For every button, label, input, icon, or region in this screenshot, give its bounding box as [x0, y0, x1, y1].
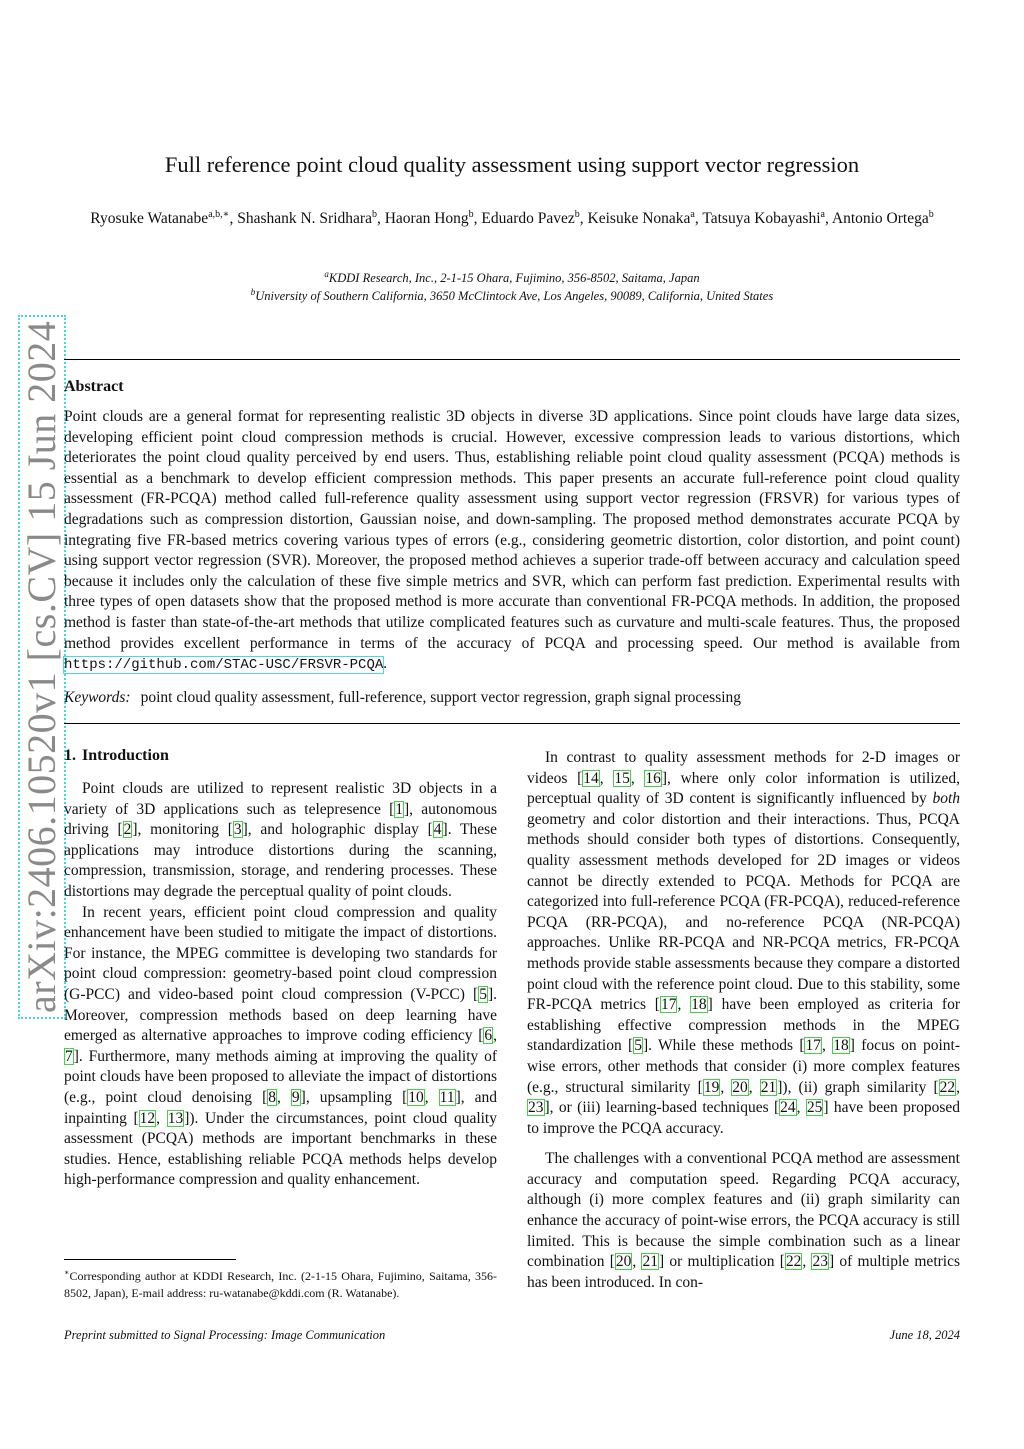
footer-date: June 18, 2024 — [889, 1328, 960, 1342]
author — [702, 210, 825, 227]
footnote-rule — [64, 1259, 236, 1260]
citation-link[interactable]: 18 — [833, 1037, 849, 1055]
mid-rule — [64, 723, 960, 724]
author-affiliation-mark: a,b,∗ — [208, 208, 230, 220]
citation-link[interactable]: 15 — [614, 769, 630, 787]
abstract-body — [64, 407, 960, 676]
keywords — [64, 687, 960, 709]
citation-link[interactable]: 20 — [615, 1253, 632, 1271]
author-name: Tatsuya Kobayashi — [702, 210, 821, 227]
citation-link[interactable]: 23 — [812, 1253, 828, 1271]
citation-link[interactable]: 5 — [479, 985, 487, 1003]
body-text: , — [956, 1078, 960, 1096]
affiliation-text: KDDI Research, Inc., 2-1-15 Ohara, Fujimino, 356-8502, Saitama, Japan — [328, 271, 700, 286]
body-text: , — [802, 1253, 812, 1271]
author — [90, 210, 229, 227]
citation-link[interactable]: 7 — [65, 1047, 73, 1065]
citation-link[interactable]: 22 — [785, 1253, 802, 1271]
citation-link[interactable]: 13 — [167, 1109, 184, 1127]
body-text: ], monitoring [ — [132, 821, 233, 839]
citation-link[interactable]: 5 — [634, 1037, 642, 1055]
right-paragraphs — [527, 748, 960, 1293]
citation-link[interactable]: 19 — [703, 1078, 720, 1096]
author-name: Keisuke Nonaka — [587, 210, 691, 227]
left-column — [64, 745, 497, 1191]
affiliation-mark: b — [250, 287, 256, 297]
body-text: ]. While these methods [ — [642, 1037, 805, 1055]
body-text: ], and holographic display [ — [242, 821, 433, 839]
left-paragraphs — [64, 779, 497, 1191]
citation-link[interactable]: 14 — [583, 769, 599, 787]
body-text: ] have been employed as criteria for establishing effective compression methods in the MPEG standardization [ — [527, 996, 961, 1055]
body-text: ], upsampling [ — [300, 1088, 408, 1106]
citation-link[interactable]: 6 — [484, 1027, 493, 1045]
body-text: , — [720, 1078, 732, 1096]
body-text: , — [796, 1099, 806, 1117]
section-heading — [64, 745, 497, 767]
body-text: ], where only color information is utilized, perceptual quality of 3D content is significantly influenced by — [527, 769, 961, 808]
abstract-text: Point clouds are a general format for representing realistic 3D objects in diverse 3D applications. Since point clouds have large data sizes, developing efficient point cloud compression methods is crucial. However, excessive compression leads to various distortions, which deteriorates the point cloud quality perceived by end users. Thus, establishing reliable point cloud quality assessment (PCQA) methods is essential as a benchmark to develop efficient compression methods. This paper presents an accurate full-reference point cloud quality assessment (FR-PCQA) method called full-reference quality assessment using support vector regression (FRSVR) for various types of degradations such as compression distortion, Gaussian noise, and down-sampling. The proposed method demonstrates accurate PCQA by integrating five FR-based metrics covering various types of errors (e.g., considering geometric distortion, color distortion, and point count) using support vector regression (SVR). Moreover, the proposed method achieves a superior trade-off between accuracy and calculation speed because it includes only the calculation of these five simple metrics and SVR, which can perform fast prediction. Experimental results with three types of open datasets show that the proposed method is more accurate than conventional FR-PCQA methods. In addition, the proposed method is faster than state-of-the-art methods that utilize complicated features such as curvature and multi-scale features. Thus, the proposed method provides excellent performance in terms of the accuracy of PCQA and processing speed. Our method is available from — [64, 408, 960, 652]
body-text: ]. Moreover, compression methods based on deep learning have emerged as alternative approaches to improve coding efficiency [ — [64, 985, 497, 1045]
author-affiliation-mark: b — [574, 208, 580, 220]
body-text: ]. These applications may introduce distortions during the scanning, compression, transmission, storage, and rendering processes. These distortions may degrade the perceptual quality of point clouds. — [64, 821, 498, 900]
citation-link[interactable]: 17 — [805, 1037, 821, 1055]
paper-title: Full reference point cloud quality assessment using support vector regression — [164, 152, 860, 177]
citation-link[interactable]: 3 — [233, 821, 242, 839]
section-number: 1. — [64, 747, 76, 764]
body-text: , — [424, 1088, 439, 1106]
citation-link[interactable]: 11 — [439, 1088, 455, 1106]
paragraph — [527, 748, 960, 1139]
author — [588, 210, 695, 227]
citation-link[interactable]: 18 — [691, 996, 707, 1014]
body-text: , — [277, 1088, 291, 1106]
body-text: , — [632, 1253, 642, 1271]
keywords-label: Keywords: — [64, 689, 131, 706]
citation-link[interactable]: 21 — [760, 1078, 777, 1096]
body-text: , — [748, 1078, 760, 1096]
author-name: Eduardo Pavez — [481, 210, 575, 227]
author-affiliation-mark: a — [690, 208, 695, 220]
author-affiliation-mark: b — [928, 208, 934, 220]
citation-link[interactable]: 2 — [123, 821, 132, 839]
body-text: , — [156, 1109, 167, 1127]
author — [481, 210, 579, 227]
keywords-text: point cloud quality assessment, full-reference, support vector regression, graph signal processing — [140, 689, 742, 706]
affiliation-b — [64, 284, 960, 304]
citation-link[interactable]: 22 — [939, 1078, 956, 1096]
abstract-heading: Abstract — [64, 378, 124, 395]
footer-journal: Preprint submitted to Signal Processing: Image Communication — [64, 1328, 386, 1342]
footnote-text: Corresponding author at KDDI Research, Inc. (2-1-15 Ohara, Fujimino, Saitama, 356-8502, Japan), E-mail address: ru-watanabe@kddi.com (R. Watanabe). — [64, 1269, 497, 1300]
body-text: ]), (ii) graph similarity [ — [777, 1078, 939, 1096]
github-link[interactable]: https://github.com/STAC-USC/FRSVR-PCQA — [64, 657, 384, 674]
citation-link[interactable]: 24 — [780, 1099, 796, 1117]
citation-link[interactable]: 12 — [139, 1109, 156, 1127]
citation-link[interactable]: 16 — [645, 769, 661, 787]
arxiv-identifier-stamp[interactable]: arXiv:2406.10520v1 [cs.CV] 15 Jun 2024 — [18, 315, 66, 1019]
author-affiliation-mark: b — [468, 208, 474, 220]
citation-link[interactable]: 1 — [395, 800, 403, 818]
body-text: , — [630, 769, 645, 787]
affiliation-mark: a — [324, 269, 329, 279]
body-text: ] or multiplication [ — [658, 1253, 785, 1271]
body-text: The challenges with a conventional PCQA method are assessment accuracy and computation speed. Regarding PCQA accuracy, although (i) more complex features and (ii) graph similarity can enhance the accuracy of point-wise errors, the PCQA accuracy is still limited. This is because the simple combination such as a linear combination [ — [527, 1150, 960, 1271]
right-column — [527, 748, 960, 1293]
author-name: Haoran Hong — [384, 210, 469, 227]
citation-link[interactable]: 23 — [528, 1099, 544, 1117]
citation-link[interactable]: 20 — [732, 1078, 748, 1096]
body-text: ]. Furthermore, many methods aiming at improving the quality of point clouds have been proposed to alleviate the impact of distortions (e.g., point cloud denoising [ — [64, 1047, 497, 1106]
body-text: Point clouds are utilized to represent realistic 3D objects in a variety of 3D applications such as telepresence [ — [64, 780, 497, 818]
body-text: ] focus on point-wise errors, other methods that consider (i) more complex features (e.g., structural similarity [ — [527, 1037, 960, 1096]
author-name: Ryosuke Watanabe — [90, 210, 209, 227]
citation-link[interactable]: 25 — [806, 1099, 823, 1117]
body-text: ], autonomous driving [ — [64, 800, 498, 839]
affiliation-text: University of Southern California, 3650 McClintock Ave, Los Angeles, 90089, California, United States — [255, 289, 774, 304]
body-text: , — [821, 1037, 833, 1055]
paragraph — [527, 1149, 960, 1293]
body-text: In recent years, efficient point cloud compression and quality enhancement have been studied to mitigate the impact of distortions. For instance, the MPEG committee is developing two standards for point cloud compression: geometry-based point cloud compression (G-PCC) and video-based point cloud compression (V-PCC) [ — [64, 903, 497, 1003]
body-text: ], or (iii) learning-based techniques [ — [544, 1099, 780, 1117]
body-text: , — [599, 769, 614, 787]
author-affiliation-mark: a — [820, 208, 825, 220]
abstract-end: . — [383, 655, 388, 673]
emphasis-text: both — [932, 790, 960, 808]
author-list: Ryosuke Watanabe$^{a,b,∗}$, Shashank N. Sridhara$^b$, Haoran Hong$^b$, Eduardo Pavez$^b$, Keisuke Nonaka$^a$, Tatsuya Kobayashi$^a$, Antonio Ortega$^b$ — [90, 208, 934, 227]
author-affiliation-mark: b — [371, 208, 377, 220]
citation-link[interactable]: 10 — [408, 1088, 424, 1106]
body-text: geometry and color distortion and their interactions. Thus, PCQA methods should consider both types of distortions. Consequently, quality assessment methods developed for 2D images or videos cannot be directly extended to PCQA. Methods for PCQA are categorized into full-reference PCQA (FR-PCQA), reduced-reference PCQA (RR-PCQA), and no-reference PCQA (NR-PCQA) approaches. Unlike RR-PCQA and NR-PCQA metrics, FR-PCQA methods provide stable assessments because they compare a distorted point cloud with the reference point cloud. Due to this stability, some FR-PCQA metrics [ — [527, 810, 960, 1014]
author-name: Shashank N. Sridhara — [237, 210, 372, 227]
paragraph — [64, 779, 497, 903]
citation-link[interactable]: 17 — [660, 996, 677, 1014]
body-text: ] have been proposed to improve the PCQA accuracy. — [527, 1099, 960, 1137]
body-text: ], and inpainting [ — [64, 1088, 498, 1127]
author — [385, 210, 474, 227]
citation-link[interactable]: 9 — [291, 1088, 300, 1106]
author — [237, 210, 377, 227]
author — [832, 210, 934, 227]
footnote — [64, 1265, 497, 1301]
citation-link[interactable]: 4 — [433, 821, 442, 839]
body-text: , — [677, 996, 691, 1014]
paragraph — [64, 903, 497, 1191]
body-text: , — [493, 1027, 497, 1045]
author-name: Antonio Ortega — [831, 210, 929, 227]
citation-link[interactable]: 21 — [642, 1253, 658, 1271]
body-text: In contrast to quality assessment methods for 2-D images or videos [ — [527, 749, 960, 787]
footnote-mark: ∗ — [64, 1268, 70, 1277]
citation-link[interactable]: 8 — [268, 1088, 276, 1106]
top-rule — [64, 359, 960, 360]
section-title: Introduction — [82, 747, 169, 764]
body-text: ]). Under the circumstances, point cloud quality assessment (PCQA) methods are important benchmarks in these studies. Hence, establishing reliable PCQA methods helps develop high-performance compression and quality enhancement. — [64, 1109, 497, 1189]
body-text: ] of multiple metrics has been introduced. In con- — [527, 1253, 961, 1291]
